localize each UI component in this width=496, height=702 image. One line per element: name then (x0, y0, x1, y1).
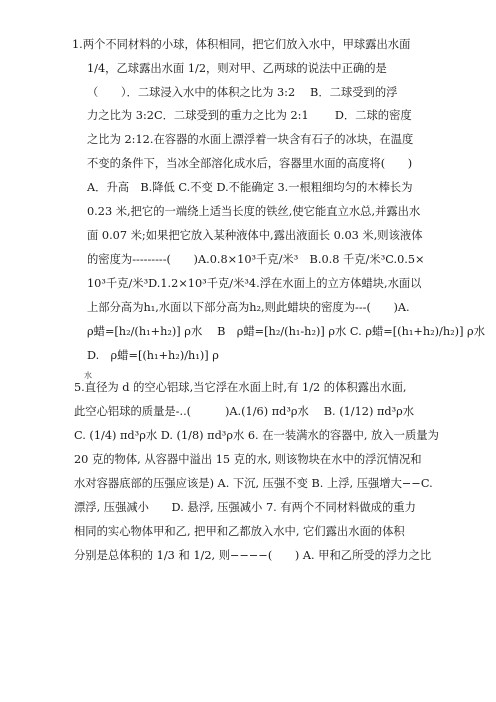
text-line: D. ρ蜡=[(h₁+h₂)/h₁)] ρ (87, 349, 219, 362)
text-line: 10³千克/米³D.1.2×10³千克/米³4.浮在水面上的立方体蜡块,水面以 (87, 277, 422, 290)
text-line: 水对容器底部的压强应该是) A. 下沉, 压强不变 B. 上浮, 压强增大−−C. (74, 477, 433, 490)
text-line: 漂浮, 压强减小 D. 悬浮, 压强减小 7. 有两个不同材料做成的重力 (74, 501, 416, 514)
text-line: A．升高 B.降低 C.不变 D.不能确定 3.一根粗细均匀的木棒长为 (87, 181, 413, 194)
text-line: 5.直径为 d 的空心铝球,当它浮在水面上时,有 1/2 的体积露出水面, (74, 381, 407, 394)
text-line: 20 克的物体, 从容器中溢出 15 克的水, 则该物块在水中的浮沉情况和 (74, 453, 422, 466)
text-line: 0.23 米,把它的一端绕上适当长度的铁丝,使它能直立水总,并露出水 (87, 205, 421, 218)
text-line: 不变的条件下，当冰全部溶化成水后，容器里水面的高度将( ) (87, 157, 413, 170)
text-line: C. (1/4) πd³ρ水 D. (1/8) πd³ρ水 6. 在一装满水的容器中, 放入一质量为 (74, 429, 439, 442)
text-line: 相同的实心物体甲和乙, 把甲和乙都放入水中, 它们露出水面的体积 (74, 525, 405, 538)
text-line: 上部分高为h₁,水面以下部分高为h₂,则此蜡块的密度为---( )A. (87, 301, 410, 314)
text-line: 水 (84, 371, 92, 380)
text-line: 的密度为---------( )A.0.8×10³千克/米³ B.0.8 千克/米³C.0.5× (87, 253, 425, 266)
text-line: 此空心铝球的质量是-..( )A.(1/6) πd³ρ水 B. (1/12) πd³ρ水 (74, 405, 415, 418)
text-line: 1/4，乙球露出水面 1/2，则对甲、乙两球的说法中正确的是 (87, 62, 387, 75)
text-line: ρ蜡=[h₂/(h₁+h₂)] ρ水 B ρ蜡=[h₂/(h₁-h₂)] ρ水 C. ρ蜡=[(h₁+h₂)/h₂)] ρ水 (87, 325, 486, 338)
text-line: 之比为 2:12.在容器的水面上漂浮着一块含有石子的冰块，在温度 (87, 133, 414, 146)
text-line: 面 0.07 米;如果把它放入某种液体中,露出液面长 0.03 米,则该液体 (87, 229, 423, 242)
text-line: 1.两个不同材料的小球，体积相同，把它们放入水中，甲球露出水面 (72, 38, 411, 51)
text-line: 力之比为 3:2C．二球受到的重力之比为 2:1 D．二球的密度 (87, 109, 412, 122)
text-line: 分别是总体积的 1/3 和 1/2, 则−−−−( ) A. 甲和乙所受的浮力之比 (74, 549, 432, 562)
text-line: （ ）．二球浸入水中的体积之比为 3:2 B．二球受到的浮 (87, 86, 398, 99)
